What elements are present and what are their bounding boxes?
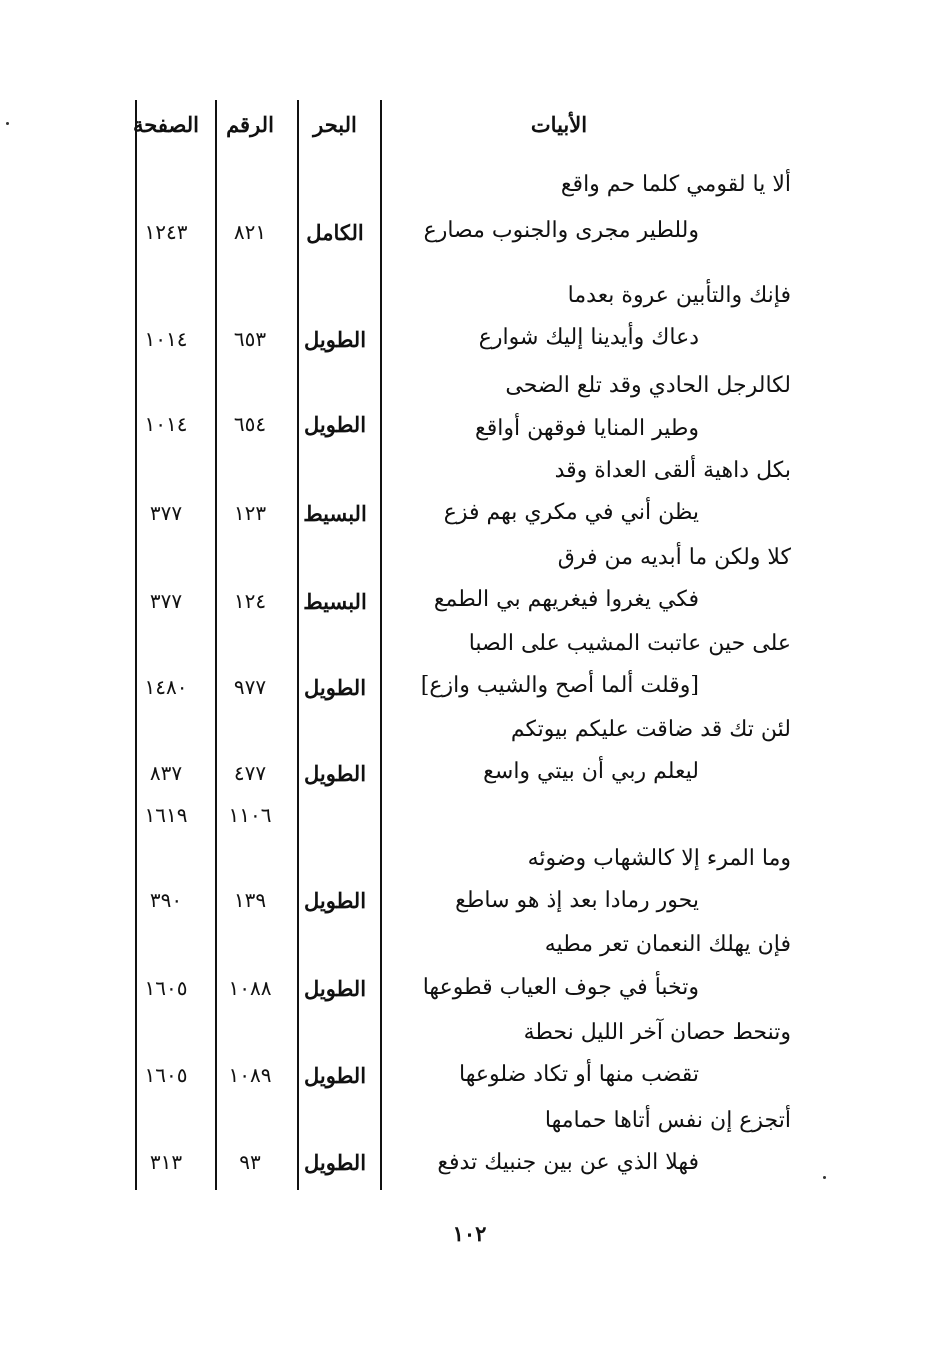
number-cell: ٨٢١: [233, 220, 267, 244]
page-cell: ١٢٤٣: [144, 220, 188, 244]
page-cell: ١٦٠٥: [144, 1063, 188, 1087]
meter-cell: الطويل: [303, 976, 367, 1001]
page-cell: ١٤٨٠: [144, 675, 188, 699]
meter-cell: الطويل: [303, 1150, 367, 1175]
page-cell: ١٠١٤: [144, 412, 188, 436]
scan-speck: [823, 1176, 826, 1179]
number-cell: ١٠٨٩: [228, 1063, 272, 1087]
column-rule-page-number: [215, 100, 217, 1190]
number-cell: ١٢٣: [233, 501, 267, 525]
verse-line-second: وللطير مجرى والجنوب مصارع: [423, 218, 699, 243]
page-cell: ٣٧٧: [149, 589, 183, 613]
verse-line-first: لئن تك قد ضاقت عليكم بيوتكم: [510, 717, 791, 742]
verse-line-second: وطير المنايا فوقهن أواقع: [475, 416, 699, 441]
meter-cell: البسيط: [303, 589, 367, 614]
verse-line-second: يحور رمادا بعد إذ هو ساطع: [455, 888, 699, 913]
number-cell: ٦٥٤: [233, 412, 267, 436]
number-cell: ٤٧٧: [233, 761, 267, 785]
page-number: ١٠٢: [452, 1221, 487, 1246]
page-cell: ١٠١٤: [144, 327, 188, 351]
page-cell: ٨٣٧: [149, 761, 183, 785]
verse-line-first: فإنك والتأبين عروة بعدما: [567, 283, 791, 308]
number-cell-extra: ١١٠٦: [228, 803, 272, 827]
verse-line-second: فهلا الذي عن بين جنبيك تدفع: [437, 1150, 699, 1175]
meter-cell: الطويل: [303, 888, 367, 913]
page-cell: ٣٩٠: [149, 888, 183, 912]
verse-line-first: بكل داهية ألقى العداة وقد: [554, 458, 791, 483]
meter-cell: الطويل: [303, 412, 367, 437]
meter-cell: الطويل: [303, 761, 367, 786]
verse-line-second: يظن أني في مكري بهم فزع: [443, 500, 699, 525]
meter-cell: الطويل: [303, 675, 367, 700]
number-cell: ١٢٤: [233, 589, 267, 613]
meter-cell: الكامل: [306, 220, 364, 245]
verse-line-first: لكالرجل الحادي وقد تلع الضحى: [505, 373, 791, 398]
verse-line-second: [وقلت ألما أصح والشيب وازع]: [420, 673, 699, 698]
page-cell-extra: ١٦١٩: [144, 803, 188, 827]
verse-line-first: وما المرء إلا كالشهاب وضوئه: [527, 846, 791, 871]
meter-cell: الطويل: [303, 327, 367, 352]
verse-line-first: كلا ولكن ما أبديه من فرق: [557, 545, 791, 570]
header-number: الرقم: [226, 112, 274, 137]
verse-line-second: تقضب منها أو تكاد ضلوعها: [459, 1062, 699, 1087]
column-rule-number-meter: [297, 100, 299, 1190]
verse-line-first: على حين عاتبت المشيب على الصبا: [468, 631, 791, 656]
verse-line-first: فإن يهلك النعمان تعر مطيه: [544, 932, 791, 957]
meter-cell: الطويل: [303, 1063, 367, 1088]
column-rule-meter-verses: [380, 100, 382, 1190]
verse-line-second: وتخبأ في جوف العياب قطوعها: [422, 975, 699, 1000]
page-cell: ١٦٠٥: [144, 976, 188, 1000]
meter-cell: البسيط: [303, 501, 367, 526]
page-cell: ٣٧٧: [149, 501, 183, 525]
header-verses: الأبيات: [530, 112, 588, 137]
page-cell: ٣١٣: [149, 1150, 183, 1174]
verse-line-second: فكي يغروا فيغريهم بي الطمع: [433, 587, 699, 612]
header-page: الصفحة: [133, 112, 199, 137]
number-cell: ٦٥٣: [233, 327, 267, 351]
number-cell: ١٣٩: [233, 888, 267, 912]
number-cell: ١٠٨٨: [228, 976, 272, 1000]
number-cell: ٩٧٧: [233, 675, 267, 699]
verse-line-second: دعاك وأيدينا إليك شوارع: [478, 325, 699, 350]
verse-line-first: وتنحط حصان آخر الليل نحطة: [523, 1020, 791, 1045]
verse-line-first: ألا يا لقومي كلما حم واقع: [560, 172, 791, 197]
number-cell: ٩٣: [239, 1150, 261, 1174]
verse-line-first: أتجزع إن نفس أتاها حمامها: [544, 1108, 791, 1133]
header-meter: البحر: [313, 112, 357, 137]
column-rule-left: [135, 100, 137, 1190]
verse-line-second: ليعلم ربي أن بيتي واسع: [483, 759, 699, 784]
scan-speck: [6, 122, 9, 125]
